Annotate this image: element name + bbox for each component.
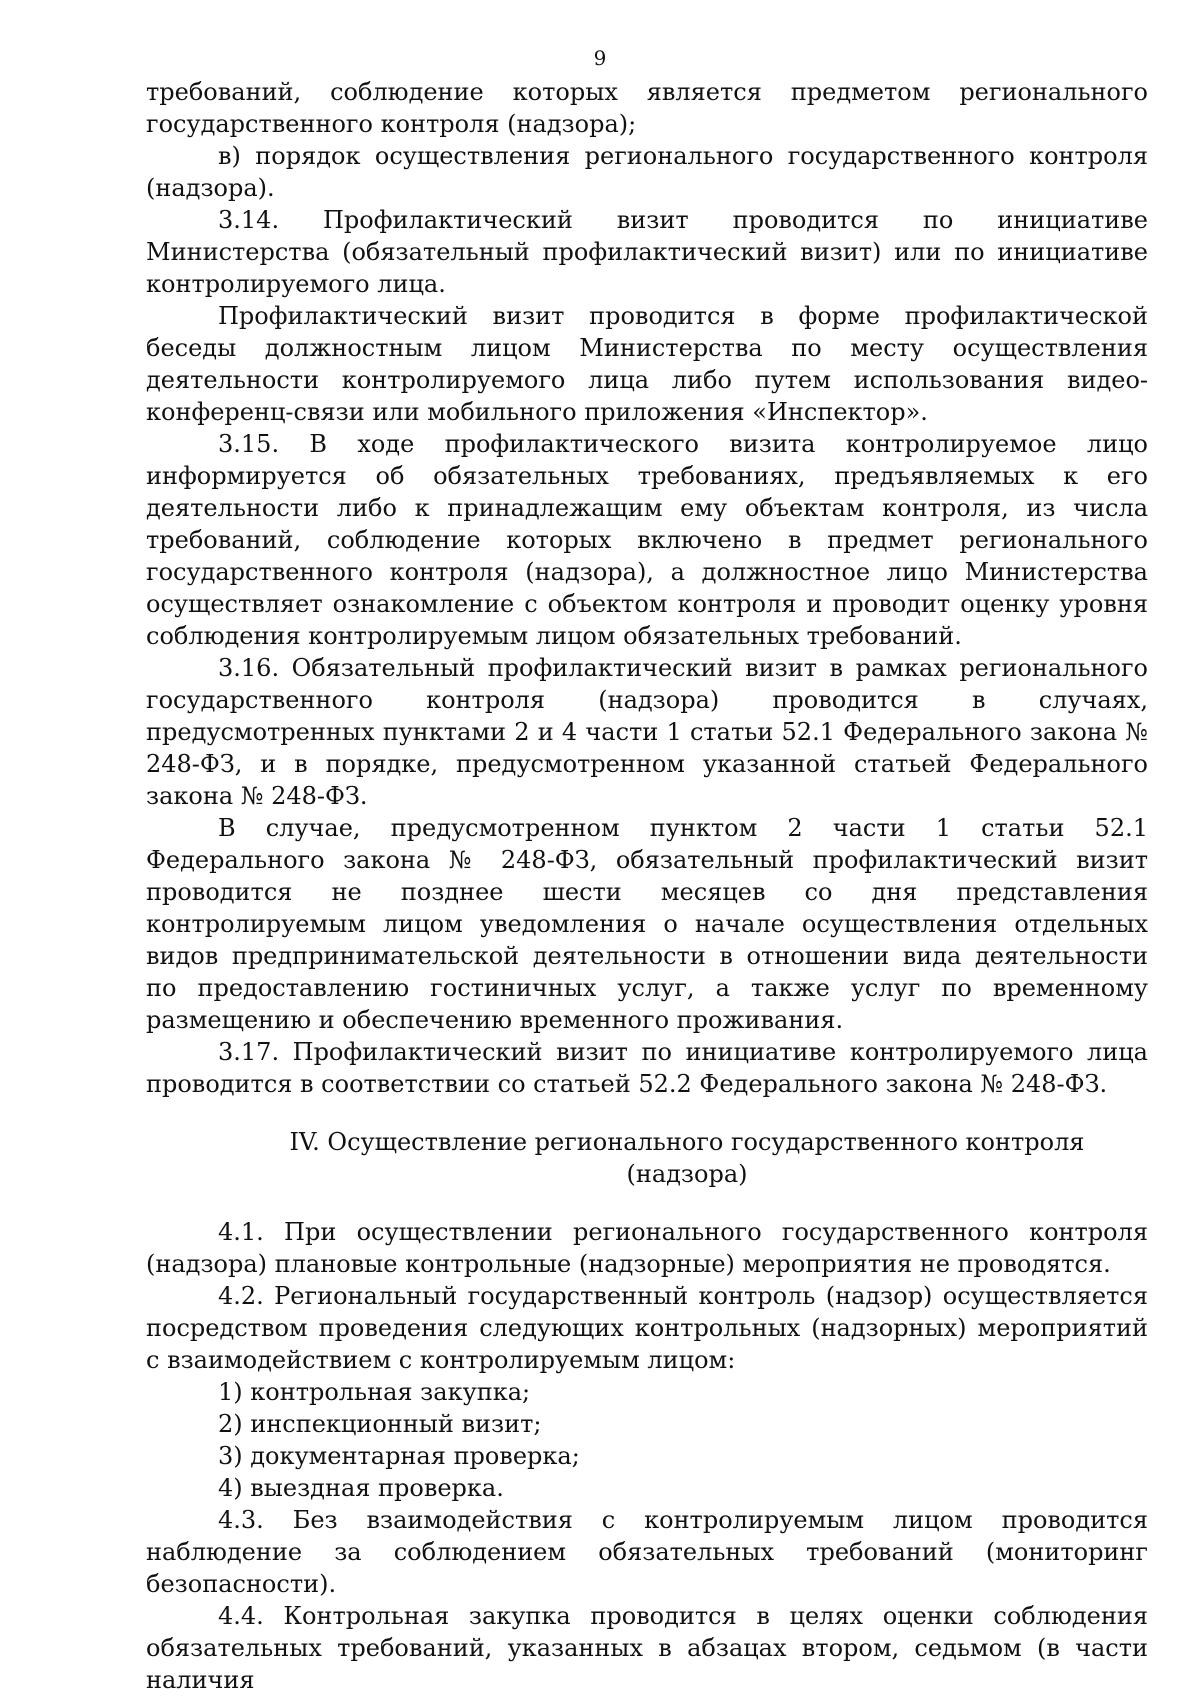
list-item: 4) выездная проверка. bbox=[218, 1474, 504, 1502]
page-number: 9 bbox=[593, 46, 607, 70]
paragraph-4-1: 4.1. При осуществлении регионального государственного контроля (надзора) плановые контрольные (надзорные) мероприятия не проводятся. bbox=[146, 1218, 1148, 1278]
paragraph-4-2: 4.2. Региональный государственный контроль (надзор) осуществляется посредством проведения следующих контрольных (надзорных) мероприятий с взаимодействием с контролируемым лицом: bbox=[146, 1282, 1148, 1374]
paragraph-v: в) порядок осуществления регионального государственного контроля (надзора). bbox=[146, 142, 1148, 202]
list-item: 2) инспекционный визит; bbox=[218, 1410, 542, 1438]
list-item: 1) контрольная закупка; bbox=[218, 1378, 531, 1406]
list-item: 3) документарная проверка; bbox=[218, 1442, 580, 1470]
paragraph-4-3: 4.3. Без взаимодействия с контролируемым лицом проводится наблюдение за соблюдением обязательных требований (мониторинг безопасности). bbox=[146, 1506, 1148, 1598]
paragraph-continuation: требований, соблюдение которых является предметом регионального государственного контроля (надзора); bbox=[146, 78, 1148, 138]
paragraph-3-14: 3.14. Профилактический визит проводится по инициативе Министерства (обязательный профилактический визит) или по инициативе контролируемого лица. bbox=[146, 206, 1148, 298]
paragraph-3-17: 3.17. Профилактический визит по инициативе контролируемого лица проводится в соответствии со статьей 52.2 Федерального закона № 248-ФЗ. bbox=[146, 1038, 1148, 1098]
paragraph-3-14-form: Профилактический визит проводится в форме профилактической беседы должностным лицом Министерства по месту осуществления деятельности контролируемого лица либо путем использования видео-конференц-связи или мобильного приложения «Инспектор». bbox=[146, 302, 1148, 426]
paragraph-3-15: 3.15. В ходе профилактического визита контролируемое лицо информируется об обязательных требованиях, предъявляемых к его деятельности либо к принадлежащим ему объектам контроля, из числа требований, соблюдение которых включено в предмет регионального государственного контроля (надзора), а должностное лицо Министерства осуществляет ознакомление с объектом контроля и проводит оценку уровня соблюдения контролируемым лицом обязательных требований. bbox=[146, 430, 1148, 650]
paragraph-3-16-case: В случае, предусмотренном пунктом 2 части 1 статьи 52.1 Федерального закона № 248-ФЗ, обязательный профилактический визит проводится не позднее шести месяцев со дня представления контролируемым лицом уведомления о начале осуществления отдельных видов предпринимательской деятельности в отношении вида деятельности по предоставлению гостиничных услуг, а также услуг по временному размещению и обеспечению временного проживания. bbox=[146, 814, 1148, 1034]
section-heading: IV. Осуществление регионального государственного контроля (надзора) bbox=[289, 1128, 1085, 1188]
paragraph-4-4: 4.4. Контрольная закупка проводится в целях оценки соблюдения обязательных требований, указанных в абзацах втором, седьмом (в части наличия bbox=[146, 1602, 1148, 1694]
paragraph-3-16: 3.16. Обязательный профилактический визит в рамках регионального государственного контроля (надзора) проводится в случаях, предусмотренных пунктами 2 и 4 части 1 статьи 52.1 Федерального закона № 248-ФЗ, и в порядке, предусмотренном указанной статьей Федерального закона № 248-ФЗ. bbox=[146, 654, 1148, 810]
document-body bbox=[146, 76, 1148, 1696]
